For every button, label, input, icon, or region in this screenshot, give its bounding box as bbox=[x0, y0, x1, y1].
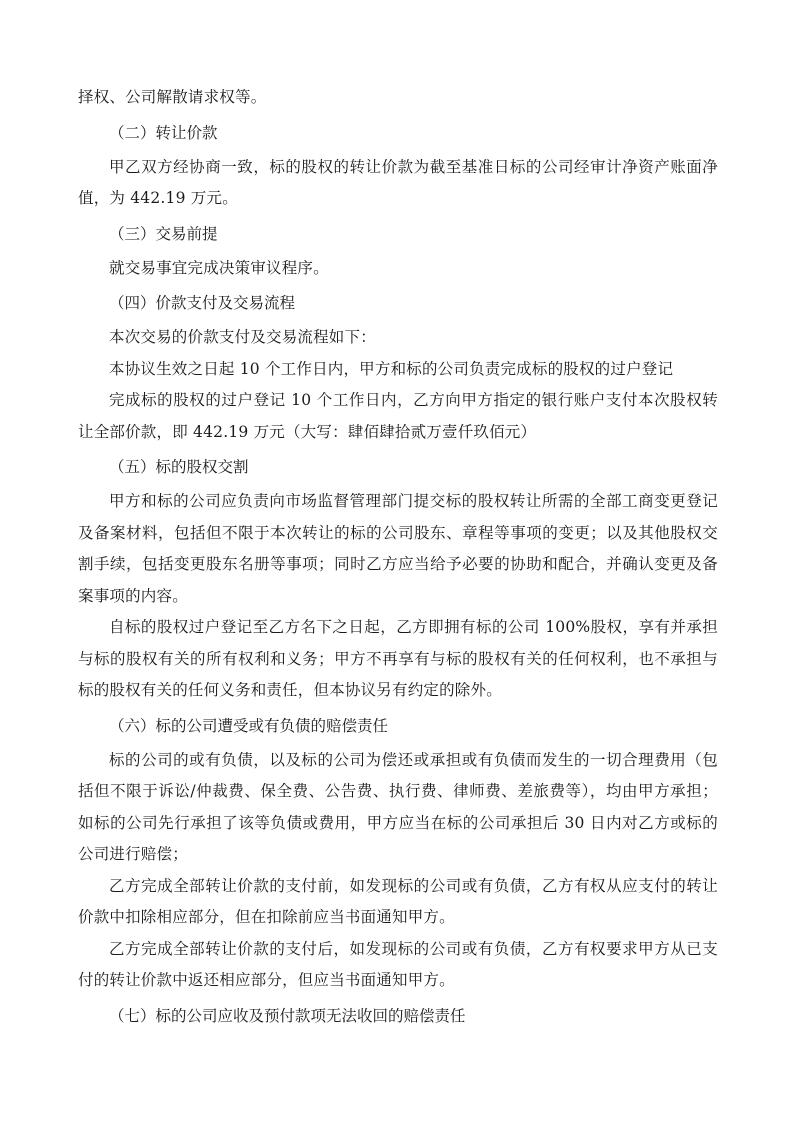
document-page bbox=[78, 82, 718, 1035]
paragraph-payment-step-2: 完成标的股权的过户登记 10 个工作日内，乙方向甲方指定的银行账户支付本次股权转让全部价款，即 442.19 万元（大写：肆佰肆拾贰万壹仟玖佰元） bbox=[78, 391, 718, 441]
section-heading-transfer-price: （二）转让价款 bbox=[109, 123, 218, 142]
paragraph-contingent-liability-2: 乙方完成全部转让价款的支付前，如发现标的公司或有负债，乙方有权从应支付的转让价款中扣除相应部分，但在扣除前应当书面通知甲方。 bbox=[78, 876, 718, 926]
section-heading-payment-process: （四）价款支付及交易流程 bbox=[109, 294, 296, 312]
paragraph-transaction-premise: 就交易事宜完成决策审议程序。 bbox=[109, 258, 329, 277]
paragraph-equity-delivery-1: 甲方和标的公司应负责向市场监督管理部门提交标的股权转让所需的全部工商变更登记及备案材料，包括但不限于本次转让的标的公司股东、章程等事项的变更；以及其他股权交割手续，包括变更股东名册等事项；同时乙方应当给予必要的协助和配合，并确认变更及备案事项的内容。 bbox=[78, 492, 718, 605]
paragraph-equity-delivery-2: 自标的股权过户登记至乙方名下之日起，乙方即拥有标的公司 100%股权，享有并承担与标的股权有关的所有权利和义务；甲方不再享有与标的股权有关的任何权利，也不承担与标的股权有关的任何义务和责任，但本协议另有约定的除外。 bbox=[78, 618, 718, 699]
paragraph-continuation: 择权、公司解散请求权等。 bbox=[78, 88, 267, 106]
paragraph-payment-intro: 本次交易的价款支付及交易流程如下： bbox=[109, 328, 376, 346]
paragraph-transfer-price: 甲乙双方经协商一致，标的股权的转让价款为截至基准日标的公司经审计净资产账面净值，为 442.19 万元。 bbox=[78, 157, 718, 207]
section-heading-equity-delivery: （五）标的股权交割 bbox=[109, 458, 249, 476]
paragraph-payment-step-1: 本协议生效之日起 10 个工作日内，甲方和标的公司负责完成标的股权的过户登记 bbox=[109, 359, 674, 378]
paragraph-contingent-liability-1: 标的公司的或有负债，以及标的公司为偿还或承担或有负债而发生的一切合理费用（包括但不限于诉讼/仲裁费、保全费、公告费、执行费、律师费、差旅费等），均由甲方承担；如标的公司先行承担了该等负债或费用，甲方应当在标的公司承担后 30 日内对乙方或标的公司进行赔偿； bbox=[78, 750, 718, 863]
section-heading-receivables: （七）标的公司应收及预付款项无法收回的赔偿责任 bbox=[109, 1006, 466, 1025]
section-heading-transaction-premise: （三）交易前提 bbox=[109, 224, 218, 243]
paragraph-contingent-liability-3: 乙方完成全部转让价款的支付后，如发现标的公司或有负债，乙方有权要求甲方从已支付的转让价款中返还相应部分，但应当书面通知甲方。 bbox=[78, 939, 718, 989]
section-heading-contingent-liability: （六）标的公司遭受或有负债的赔偿责任 bbox=[109, 716, 389, 735]
